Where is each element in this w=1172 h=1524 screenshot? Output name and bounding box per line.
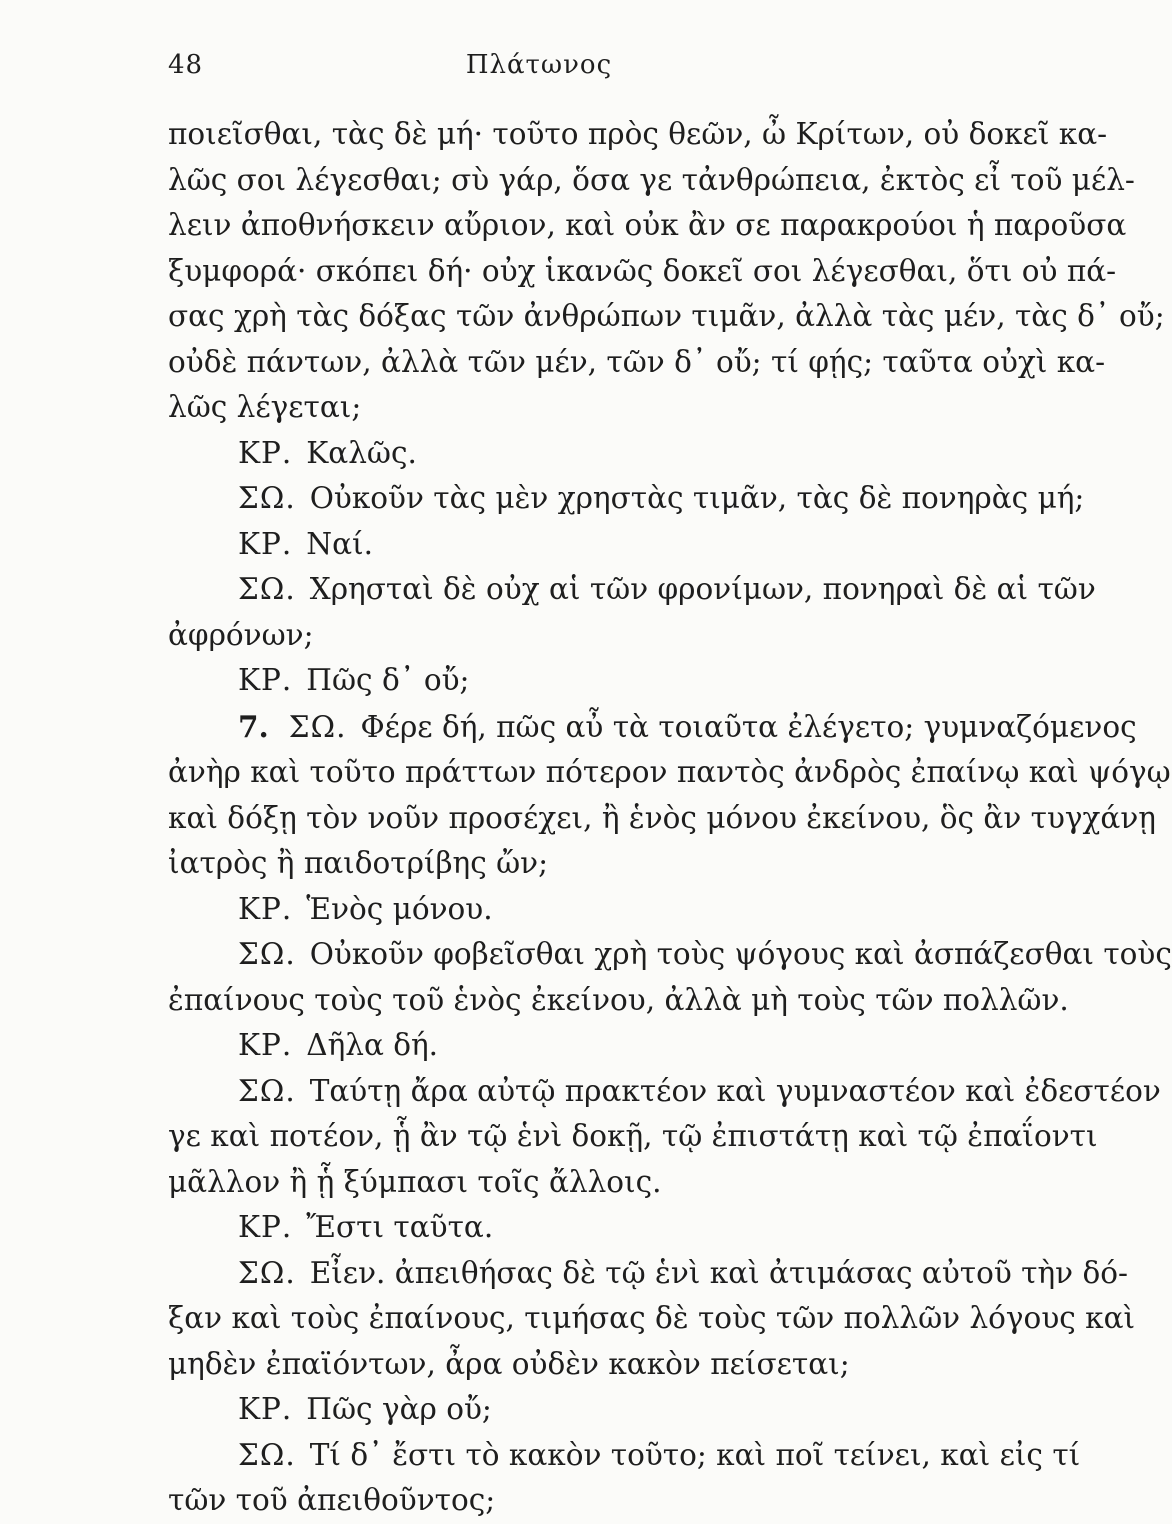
speaker-label: ΚΡ. (238, 1028, 293, 1062)
text-line (168, 567, 1096, 613)
text-line (168, 1023, 1030, 1069)
text-line: γε καὶ ποτέον, ᾗ ἂν τῷ ἑνὶ δοκῇ, τῷ ἐπιστάτῃ καὶ τῷ ἐπαΐοντι (168, 1119, 1098, 1153)
speaker-label: ΚΡ. (238, 526, 293, 561)
dialogue-socrates-section-7 (168, 704, 1171, 887)
dialogue-socrates (168, 1251, 1136, 1388)
text-line: σας χρὴ τὰς δόξας τῶν ἀνθρώπων τιμᾶν, ἀλλὰ τὰς μέν, τὰς δ᾽ οὔ; (168, 299, 1165, 333)
speech-text: Οὐκοῦν φοβεῖσθαι χρὴ τοὺς ψόγους καὶ ἀσπάζεσθαι τοὺς (309, 937, 1172, 971)
paragraph-continuation (168, 112, 1165, 431)
text-line: ξαν καὶ τοὺς ἐπαίνους, τιμήσας δὲ τοὺς τῶν πολλῶν λόγους καὶ (168, 1301, 1136, 1335)
speaker-label: ΣΩ. (238, 572, 296, 606)
text-line (168, 1387, 1030, 1433)
speech-text: Δῆλα δή. (306, 1028, 439, 1062)
text-line: οὐδὲ πάντων, ἀλλὰ τῶν μέν, τῶν δ᾽ οὔ; τί φῄς; ταῦτα οὐχὶ κα- (168, 344, 1106, 379)
text-line: λῶς λέγεται; (168, 390, 362, 424)
dialogue-socrates (168, 1433, 1081, 1524)
speech-text: Καλῶς. (306, 435, 417, 470)
text-line (168, 1069, 1161, 1115)
speaker-label: ΣΩ. (288, 709, 347, 744)
dialogue-socrates (168, 476, 1085, 522)
speaker-label: ΣΩ. (238, 1073, 296, 1108)
dialogue-crito (168, 1387, 1030, 1433)
text-line: λῶς σοι λέγεσθαι; σὺ γάρ, ὅσα γε τἀνθρώπεια, ἐκτὸς εἶ τοῦ μέλ- (168, 162, 1135, 197)
text-line: ἰατρὸς ἢ παιδοτρίβης ὤν; (168, 846, 549, 880)
text-line (168, 476, 1085, 522)
dialogue-crito (168, 1023, 1030, 1069)
text-line (168, 704, 1137, 751)
speaker-label: ΚΡ. (238, 1210, 293, 1244)
speech-text: Πῶς δ᾽ οὔ; (306, 663, 470, 697)
dialogue-crito (168, 887, 1030, 933)
speaker-label: ΚΡ. (238, 435, 293, 470)
speaker-label: ΣΩ. (238, 1437, 296, 1472)
speech-text: Ναί. (306, 526, 373, 561)
speaker-label: ΣΩ. (238, 1255, 296, 1290)
text-line (168, 1433, 1081, 1479)
text-line: λειν ἀποθνήσκειν αὔριον, καὶ οὐκ ἂν σε παρακρούοι ἡ παροῦσα (168, 208, 1127, 242)
speech-text: Πῶς γὰρ οὔ; (306, 1392, 492, 1426)
dialogue-socrates (168, 932, 1172, 1023)
text-line: ἐπαίνους τοὺς τοῦ ἑνὸς ἐκείνου, ἀλλὰ μὴ τοὺς τῶν πολλῶν. (168, 982, 1069, 1017)
speech-text: Ἑνὸς μόνου. (306, 891, 493, 926)
page-header (0, 50, 1078, 94)
speaker-label: ΚΡ. (238, 891, 293, 926)
speech-text: Φέρε δή, πῶς αὖ τὰ τοιαῦτα ἐλέγετο; γυμναζόμενος (360, 709, 1137, 744)
dialogue-crito (168, 1205, 1030, 1251)
text-line: ἀνὴρ καὶ τοῦτο πράττων πότερον παντὸς ἀνδρὸς ἐπαίνῳ καὶ ψόγῳ (168, 755, 1171, 789)
speaker-label: ΣΩ. (238, 481, 296, 515)
speaker-label: ΚΡ. (238, 663, 293, 697)
page-number: 48 (168, 50, 204, 80)
speech-text: Οὐκοῦν τὰς μὲν χρηστὰς τιμᾶν, τὰς δὲ πονηρὰς μή; (309, 481, 1085, 515)
text-line (168, 887, 1030, 933)
speaker-label: ΚΡ. (238, 1392, 293, 1426)
running-head: Πλάτωνος (465, 50, 613, 80)
speech-text: Χρησταὶ δὲ οὐχ αἱ τῶν φρονίμων, πονηραὶ δὲ αἱ τῶν (309, 572, 1096, 606)
dialogue-crito (168, 522, 1030, 568)
text-line: τῶν τοῦ ἀπειθοῦντος; (168, 1483, 496, 1517)
text-line: ξυμφορά· σκόπει δή· οὐχ ἱκανῶς δοκεῖ σοι λέγεσθαι, ὅτι οὐ πά- (168, 253, 1117, 288)
dialogue-crito (168, 658, 1030, 704)
text-line (168, 1205, 1030, 1251)
text-body (168, 112, 1172, 1524)
speaker-label: ΣΩ. (238, 937, 296, 971)
section-number: 7. (238, 708, 269, 744)
dialogue-crito (168, 431, 1030, 477)
speech-text: Ταύτῃ ἄρα αὐτῷ πρακτέον καὶ γυμναστέον καὶ ἐδεστέον (309, 1073, 1161, 1108)
dialogue-socrates (168, 567, 1096, 658)
text-line (168, 1251, 1128, 1297)
speech-text: Τί δ᾽ ἔστι τὸ κακὸν τοῦτο; καὶ ποῖ τείνει, καὶ εἰς τί (309, 1437, 1081, 1472)
text-line: ἀφρόνων; (168, 617, 314, 652)
speech-text: Εἶεν. ἀπειθήσας δὲ τῷ ἑνὶ καὶ ἀτιμάσας αὐτοῦ τὴν δό- (309, 1255, 1128, 1290)
text-line: μηδὲν ἐπαϊόντων, ἆρα οὐδὲν κακὸν πείσεται; (168, 1346, 850, 1381)
text-line (168, 658, 1030, 704)
text-line (168, 431, 1030, 477)
text-line: ποιεῖσθαι, τὰς δὲ μή· τοῦτο πρὸς θεῶν, ὦ Κρίτων, οὐ δοκεῖ κα- (168, 117, 1108, 151)
text-line (168, 522, 1030, 568)
text-line (168, 932, 1172, 978)
dialogue-socrates (168, 1069, 1161, 1206)
text-line: καὶ δόξῃ τὸν νοῦν προσέχει, ἢ ἑνὸς μόνου ἐκείνου, ὃς ἂν τυγχάνῃ (168, 800, 1156, 835)
text-line: μᾶλλον ἢ ᾗ ξύμπασι τοῖς ἄλλοις. (168, 1164, 662, 1199)
speech-text: Ἔστι ταῦτα. (306, 1210, 494, 1244)
